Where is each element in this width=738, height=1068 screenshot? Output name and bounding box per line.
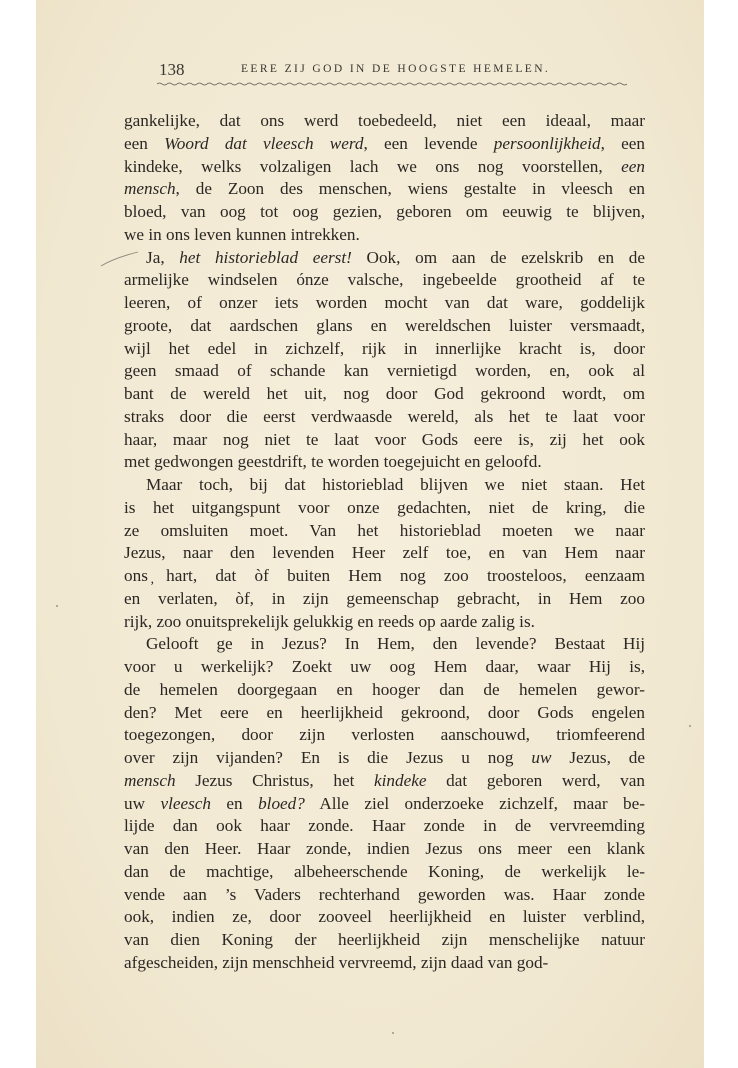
paragraph: [124, 110, 645, 247]
text-line: [124, 269, 645, 292]
text-run: dat geboren werd, van: [426, 770, 645, 790]
text-line: [124, 338, 645, 361]
text-run: bant de wereld het uit, nog door God gekroond wordt, om: [124, 384, 645, 403]
text-line: [124, 929, 645, 952]
text-line: [124, 201, 645, 224]
text-line: [124, 861, 645, 884]
text-run: dan de machtige, albeheerschende Koning, de werkelijk le-: [124, 861, 645, 881]
text-run: , een: [600, 133, 646, 153]
text-run: ons ̦hart, dat òf buiten Hem nog zoo troosteloos, eenzaam: [124, 566, 645, 585]
body-text: [124, 110, 645, 975]
text-line: [124, 611, 645, 634]
italic-text: bloed?: [258, 793, 305, 813]
text-run: we in ons leven kunnen intrekken.: [124, 224, 360, 244]
text-run: een: [124, 133, 165, 153]
italic-text: Woord dat vleesch werd: [164, 133, 364, 153]
text-run: Gelooft ge in Jezus? In Hem, den levende? Bestaat Hij: [146, 634, 645, 654]
text-run: ze omsluiten moet. Van het historieblad moeten we naar: [124, 520, 645, 540]
running-head: [159, 60, 634, 80]
text-line: [124, 224, 645, 247]
text-run: armelijke windselen ónze valsche, ingebeelde grootheid af te: [124, 270, 645, 290]
text-run: over zijn vijanden? En is die Jezus u nog: [124, 748, 532, 767]
text-line: [124, 633, 645, 656]
text-run: Jezus, de: [551, 748, 645, 767]
header-wavy-rule: [157, 82, 627, 86]
text-run: , een levende: [363, 133, 494, 153]
running-title: EERE ZIJ GOD IN DE HOOGSTE HEMELEN.: [241, 63, 551, 75]
text-line: [124, 770, 645, 793]
text-run: ook, indien ze, door zooveel heerlijkheid en luister verblind,: [124, 907, 645, 927]
page-number: 138: [159, 60, 185, 79]
text-run: Alle ziel onderzoeke zichzelf, maar be-: [304, 793, 645, 813]
text-run: lijde dan ook haar zonde. Haar zonde in de vervreemding: [124, 816, 645, 836]
book-page: [36, 0, 704, 1068]
text-line: [124, 815, 645, 838]
text-run: Maar toch, bij dat historieblad blijven we niet staan. Het: [146, 475, 645, 494]
text-line: [124, 565, 645, 588]
italic-text: een: [621, 156, 645, 176]
paragraph: [124, 474, 645, 633]
paragraph: [124, 633, 645, 974]
italic-text: mensch: [124, 770, 176, 790]
text-run: straks door die eerst verdwaasde wereld, als het te laat voor: [124, 406, 645, 426]
text-line: [124, 474, 645, 497]
text-line: [124, 292, 645, 315]
text-run: is het uitgangspunt voor onze gedachten, niet de kring, die: [124, 497, 645, 517]
text-line: [124, 133, 645, 156]
text-line: [124, 747, 645, 770]
text-run: toegezongen, door zijn verlosten aanschouwd, triomfeerend: [124, 725, 645, 745]
text-run: van den Heer. Haar zonde, indien Jezus ons meer een klank: [124, 839, 645, 858]
text-line: [124, 588, 645, 611]
text-line: [124, 656, 645, 679]
text-line: [124, 406, 645, 429]
text-line: [124, 952, 645, 975]
italic-text: het historieblad eerst!: [179, 247, 352, 267]
text-run: kindeke, welks volzaligen lach we ons nog voorstellen,: [124, 156, 622, 176]
text-line: [124, 110, 645, 133]
text-line: [124, 884, 645, 907]
italic-text: kindeke: [374, 770, 427, 790]
text-line: [124, 702, 645, 725]
text-line: [124, 451, 645, 474]
text-line: [124, 360, 645, 383]
text-line: [124, 156, 645, 179]
text-run: afgescheiden, zijn menschheid vervreemd, zijn daad van god-: [124, 952, 549, 972]
text-run: met gedwongen geestdrift, te worden toegejuicht en geloofd.: [124, 452, 542, 472]
text-run: Jezus Christus, het: [175, 770, 375, 790]
text-run: wijl het edel in zichzelf, rijk in innerlijke kracht is, door: [124, 338, 645, 358]
text-line: [124, 247, 645, 270]
text-run: uw: [124, 793, 161, 813]
text-run: bloed, van oog tot oog gezien, geboren om eeuwig te blijven,: [124, 202, 645, 221]
text-run: leeren, of onzer iets worden mocht van dat ware, goddelijk: [124, 293, 645, 312]
italic-text: mensch: [124, 179, 176, 199]
text-run: Jezus, naar den levenden Heer zelf toe, en van Hem naar: [124, 543, 645, 563]
text-run: gankelijke, dat ons werd toebedeeld, niet een ideaal, maar: [124, 111, 645, 130]
text-run: rijk, zoo onuitsprekelijk gelukkig en reeds op aarde zalig is.: [124, 611, 535, 631]
text-line: [124, 906, 645, 929]
text-line: [124, 383, 645, 406]
text-line: [124, 315, 645, 338]
text-line: [124, 724, 645, 747]
text-line: [124, 679, 645, 702]
text-run: den? Met eere en heerlijkheid gekroond, door Gods engelen: [124, 702, 645, 722]
text-run: voor u werkelijk? Zoekt uw oog Hem daar, waar Hij is,: [124, 657, 645, 676]
text-run: haar, maar nog niet te laat voor Gods eere is, zij het ook: [124, 429, 645, 449]
text-run: geen smaad of schande kan vernietigd worden, en, ook al: [124, 361, 645, 381]
text-line: [124, 520, 645, 543]
text-line: [124, 429, 645, 452]
text-line: [124, 838, 645, 861]
text-run: Ja,: [146, 247, 180, 267]
italic-text: vleesch: [160, 793, 212, 813]
text-run: groote, dat aardschen glans en wereldschen luister versmaadt,: [124, 315, 645, 335]
text-line: [124, 542, 645, 565]
text-run: , de Zoon des menschen, wiens gestalte in vleesch en: [175, 179, 645, 199]
text-line: [124, 497, 645, 520]
text-run: de hemelen doorgegaan en hooger dan de hemelen gewor-: [124, 679, 645, 699]
text-line: [124, 793, 645, 816]
text-run: Ook, om aan de ezelskrib en de: [351, 247, 645, 267]
paragraph: [124, 247, 645, 475]
italic-text: persoonlijkheid: [493, 133, 601, 153]
text-line: [124, 178, 645, 201]
italic-text: uw: [531, 748, 552, 767]
text-run: en: [211, 793, 259, 813]
text-run: en verlaten, òf, in zijn gemeenschap gebracht, in Hem zoo: [124, 588, 645, 608]
text-run: van dien Koning der heerlijkheid zijn menschelijke natuur: [124, 930, 645, 949]
text-run: vende aan ’s Vaders rechterhand geworden was. Haar zonde: [124, 884, 645, 904]
